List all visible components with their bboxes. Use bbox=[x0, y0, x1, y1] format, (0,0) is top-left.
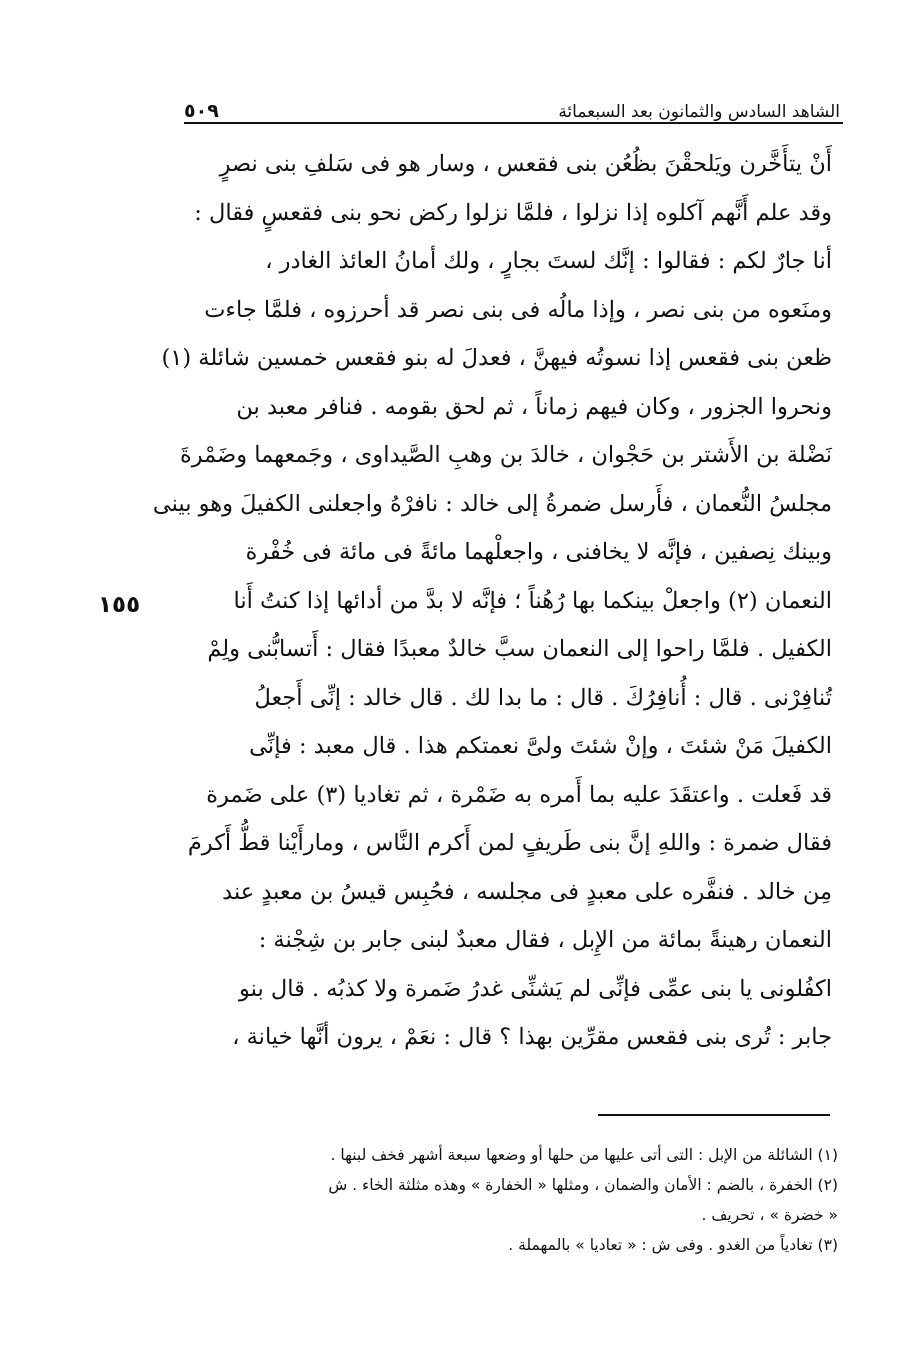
text-line: أنا جارٌ لكم : فقالوا : إنَّك لستَ بجارٍ ، ولك أمانُ العائذ الغادر ، bbox=[265, 248, 832, 274]
margin-page-reference: ١٥٥ bbox=[98, 592, 141, 618]
footnote-line: (١) الشائلة من الإبل : التى أتى عليها من حلها أو وضعها سبعة أشهر فخف لبنها . bbox=[330, 1146, 838, 1164]
text-line: ومنَعوه من بنى نصر ، وإذا مالُه فى بنى نصر قد أحرزوه ، فلمَّا جاءت bbox=[204, 296, 832, 323]
text-line: الكفيل . فلمَّا راحوا إلى النعمان سبَّ خالدٌ معبدًا فقال : أَتسابُّنى ولِمْ bbox=[207, 636, 832, 662]
page-number: ٥٠٩ bbox=[184, 100, 219, 122]
text-line: النعمان (٢) واجعلْ بينكما بها رُهُناً ؛ فإنَّه لا بدَّ من أدائها إذا كنتُ أَنا bbox=[233, 587, 832, 614]
text-line: جابر : تُرى بنى فقعس مقرِّين بهذا ؟ قال : نعَمْ ، يرون أنَّها خيانة ، bbox=[232, 1024, 832, 1050]
main-text bbox=[152, 140, 832, 1062]
text-line: وقد علم أَنَّهم آكلوه إذا نزلوا ، فلمَّا نزلوا ركض نحو بنى فقعسٍ فقال : bbox=[194, 199, 832, 226]
footnote-line: (٢) الخفرة ، بالضم : الأمان والضمان ، ومثلها « الخفارة » وهذه مثلثة الخاء . ش bbox=[328, 1176, 838, 1194]
footnote-line: « خضرة » ، تحريف . bbox=[701, 1206, 838, 1224]
text-line: تُنافِرْنى . قال : أُنافِرُكَ . قال : ما بدا لك . قال خالد : إنِّى أَجعلُ bbox=[254, 684, 832, 711]
text-line: النعمان رهينةً بمائة من الإِبل ، فقال معبدٌ لبنى جابر بن شِجْنة : bbox=[258, 927, 832, 953]
text-line: ونحروا الجزور ، وكان فيهم زماناً ، ثم لحق بقومه . فنافر معبد بن bbox=[236, 393, 832, 420]
text-line: وبينك نِصفين ، فإنَّه لا يخافنى ، واجعلْهما مائةً فى مائة فى خُفْرة bbox=[245, 539, 832, 565]
footnote-rule bbox=[598, 1114, 830, 1116]
text-line: أَنْ يتأَخَّرن ويَلحقْنَ بظُعُن بنى فقعس ، وسار هو فى سَلفِ بنى نصرٍ bbox=[219, 151, 832, 177]
text-line: الكفيلَ مَنْ شئتَ ، وإنْ شئتَ ولىَّ نعمتكم هذا . قال معبد : فإنِّى bbox=[249, 733, 832, 759]
running-title: الشاهد السادس والثمانون بعد السبعمائة bbox=[558, 102, 840, 122]
header-rule bbox=[184, 122, 843, 124]
footnote-line: (٣) تغادياً من الغدو . وفى ش : « تعاديا » بالمهملة . bbox=[508, 1236, 838, 1254]
running-header bbox=[184, 86, 840, 122]
text-line: فقال ضمرة : واللهِ إنَّ بنى طَريفٍ لمن أَكرم النَّاس ، ومارأَيْنا قطُّ أَكرمَ bbox=[187, 830, 832, 856]
text-line: مِن خالد . فنفَّره على معبدٍ فى مجلسه ، فحُبِس قيسُ بن معبدٍ عند bbox=[222, 878, 832, 905]
footnotes bbox=[180, 1140, 838, 1260]
text-line: قد فَعلت . واعتقَدَ عليه بما أَمره به ضَمْرة ، ثم تغاديا (٣) على ضَمرة bbox=[206, 781, 832, 808]
text-line: اكفُلونى يا بنى عمِّى فإنِّى لم يَشنِّى غدرُ ضَمرة ولا كذبُه . قال بنو bbox=[239, 975, 832, 1002]
text-line: مجلسُ النُّعمان ، فأَرسل ضمرةُ إلى خالد : نافرْهُ واجعلنى الكفيلَ وهو بينى bbox=[152, 490, 832, 517]
text-line: ظعن بنى فقعس إذا نسوتُه فيهنَّ ، فعدلَ له بنو فقعس خمسين شائلة (١) bbox=[161, 345, 832, 371]
text-line: نَضْلة بن الأَشتر بن حَجْوان ، خالدَ بن وهبِ الصَّيداوى ، وجَمعهما وضَمْرةَ bbox=[179, 442, 832, 468]
